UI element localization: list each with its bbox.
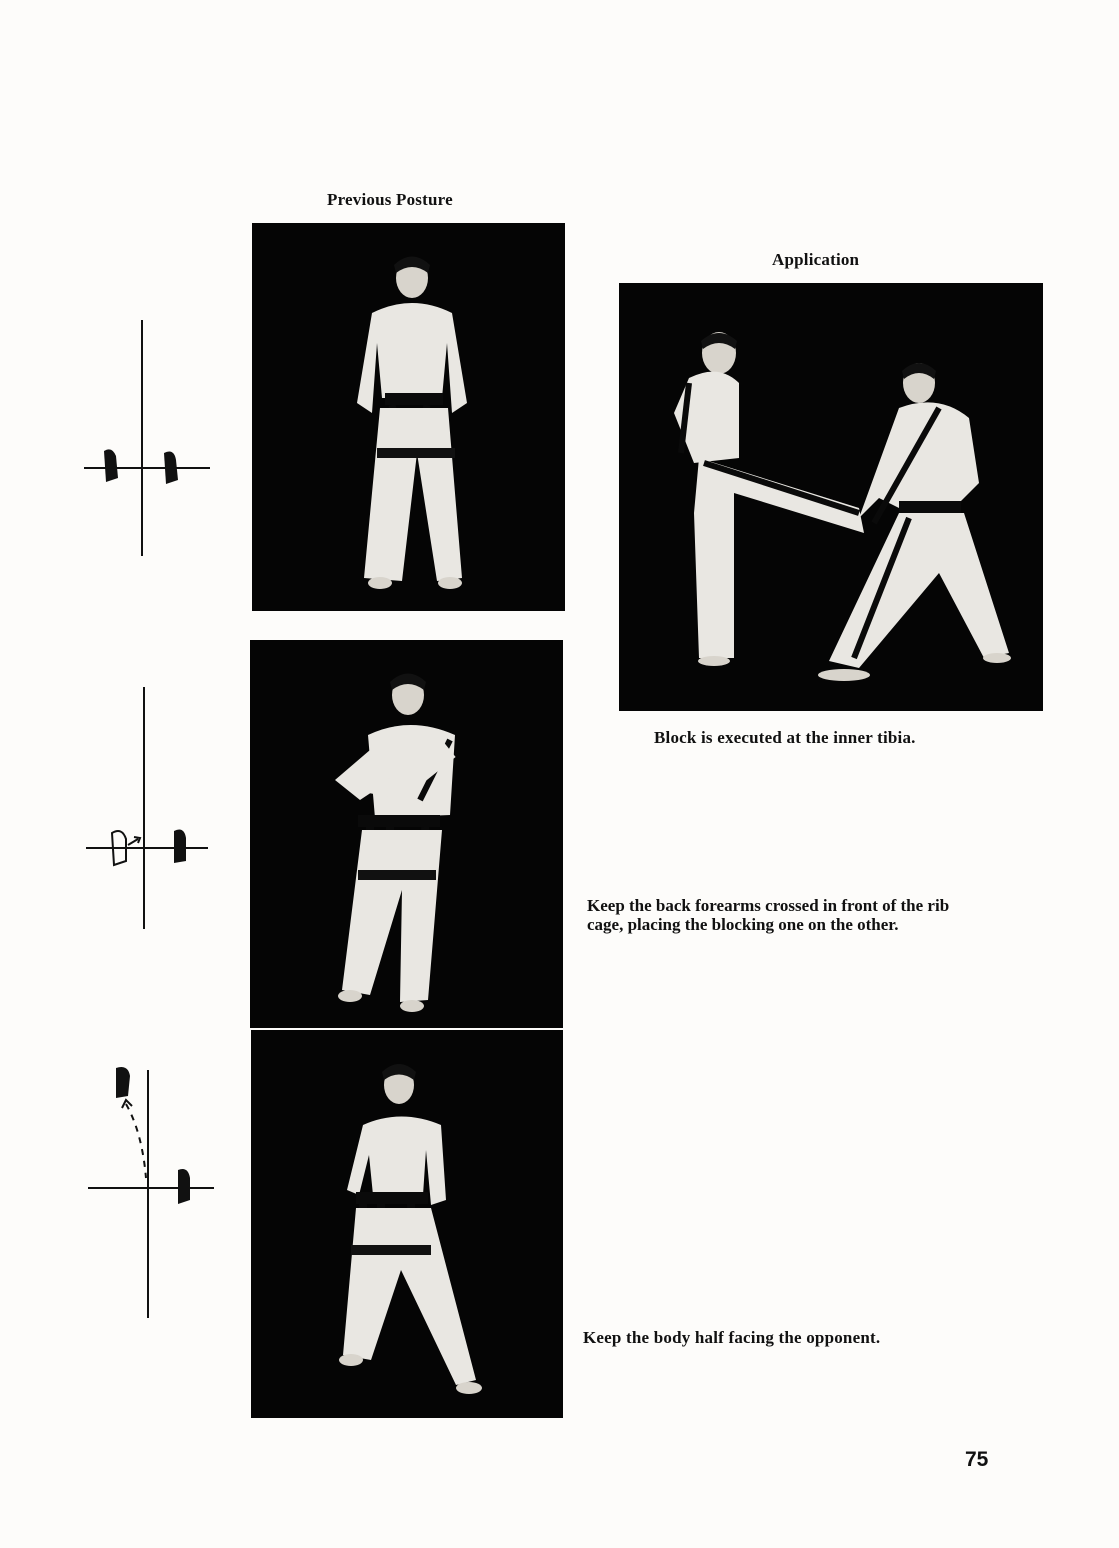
crossed-forearms-photo [250,640,563,1028]
crossed-arms-figure-illustration [250,640,563,1028]
step-path-dashed-arrow-icon [126,1104,146,1178]
application-kick-block-illustration [619,283,1043,711]
stance-diagram-crossed [84,685,214,931]
movement-arrow-icon [128,837,140,845]
application-label: Application [772,250,860,269]
rear-foot-icon [178,1169,190,1204]
stance-diagram-step [86,1062,216,1320]
step2-instruction: Keep the back forearms crossed in front of the rib cage, placing the blocking one on the other. [587,896,950,934]
left-foot-icon [104,449,118,482]
previous-posture-label: Previous Posture [327,190,453,209]
application-caption: Block is executed at the inner tibia. [654,728,916,747]
right-foot-icon [174,830,186,863]
standing-figure-illustration [252,223,565,611]
step3-instruction: Keep the body half facing the opponent. [583,1328,881,1347]
half-facing-photo [251,1030,563,1418]
previous-posture-photo [252,223,565,611]
stance-diagram-ready [82,318,212,558]
right-foot-icon [164,452,178,484]
application-photo [619,283,1043,711]
page-number: 75 [965,1448,989,1471]
half-facing-figure-illustration [251,1030,563,1418]
front-foot-icon [116,1067,130,1098]
